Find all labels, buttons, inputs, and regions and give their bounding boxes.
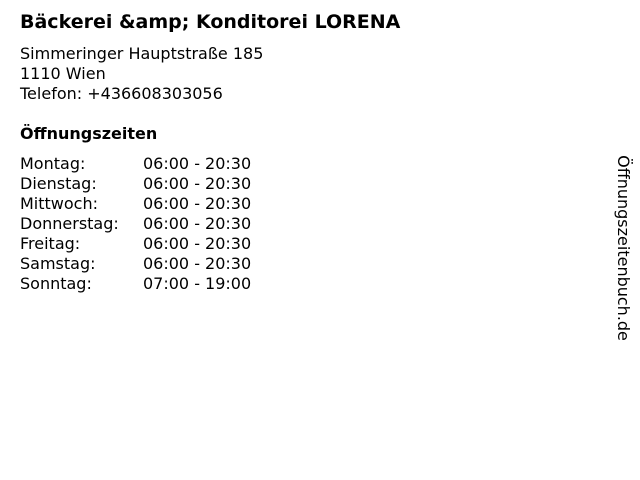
hours-time: 07:00 - 19:00 [143, 274, 252, 293]
hours-time: 06:00 - 20:30 [143, 174, 252, 193]
hours-row-thursday [20, 214, 251, 234]
hours-day: Samstag: [20, 254, 96, 273]
hours-day: Mittwoch: [20, 194, 98, 213]
business-address [20, 44, 263, 104]
hours-row-friday [20, 234, 251, 254]
street-address: Simmeringer Hauptstraße 185 [20, 44, 264, 63]
hours-day: Freitag: [20, 234, 81, 253]
city-line: 1110 Wien [20, 64, 106, 83]
hours-row-tuesday [20, 174, 251, 194]
hours-time: 06:00 - 20:30 [143, 214, 252, 233]
hours-day: Montag: [20, 154, 86, 173]
business-name: Bäckerei &amp; Konditorei LORENA [20, 11, 401, 33]
hours-time: 06:00 - 20:30 [143, 234, 252, 253]
hours-row-saturday [20, 254, 251, 274]
hours-row-wednesday [20, 194, 251, 214]
phone-line: Telefon: +436608303056 [20, 84, 223, 103]
hours-time: 06:00 - 20:30 [143, 254, 252, 273]
hours-row-monday [20, 154, 251, 174]
hours-row-sunday [20, 274, 251, 294]
opening-hours-heading: Öffnungszeiten [20, 124, 158, 143]
hours-day: Sonntag: [20, 274, 92, 293]
hours-time: 06:00 - 20:30 [143, 194, 252, 213]
hours-day: Dienstag: [20, 174, 97, 193]
hours-time: 06:00 - 20:30 [143, 154, 252, 173]
opening-hours-table [20, 154, 251, 294]
site-brand-watermark: Öffnungszeitenbuch.de [614, 155, 633, 341]
hours-day: Donnerstag: [20, 214, 119, 233]
